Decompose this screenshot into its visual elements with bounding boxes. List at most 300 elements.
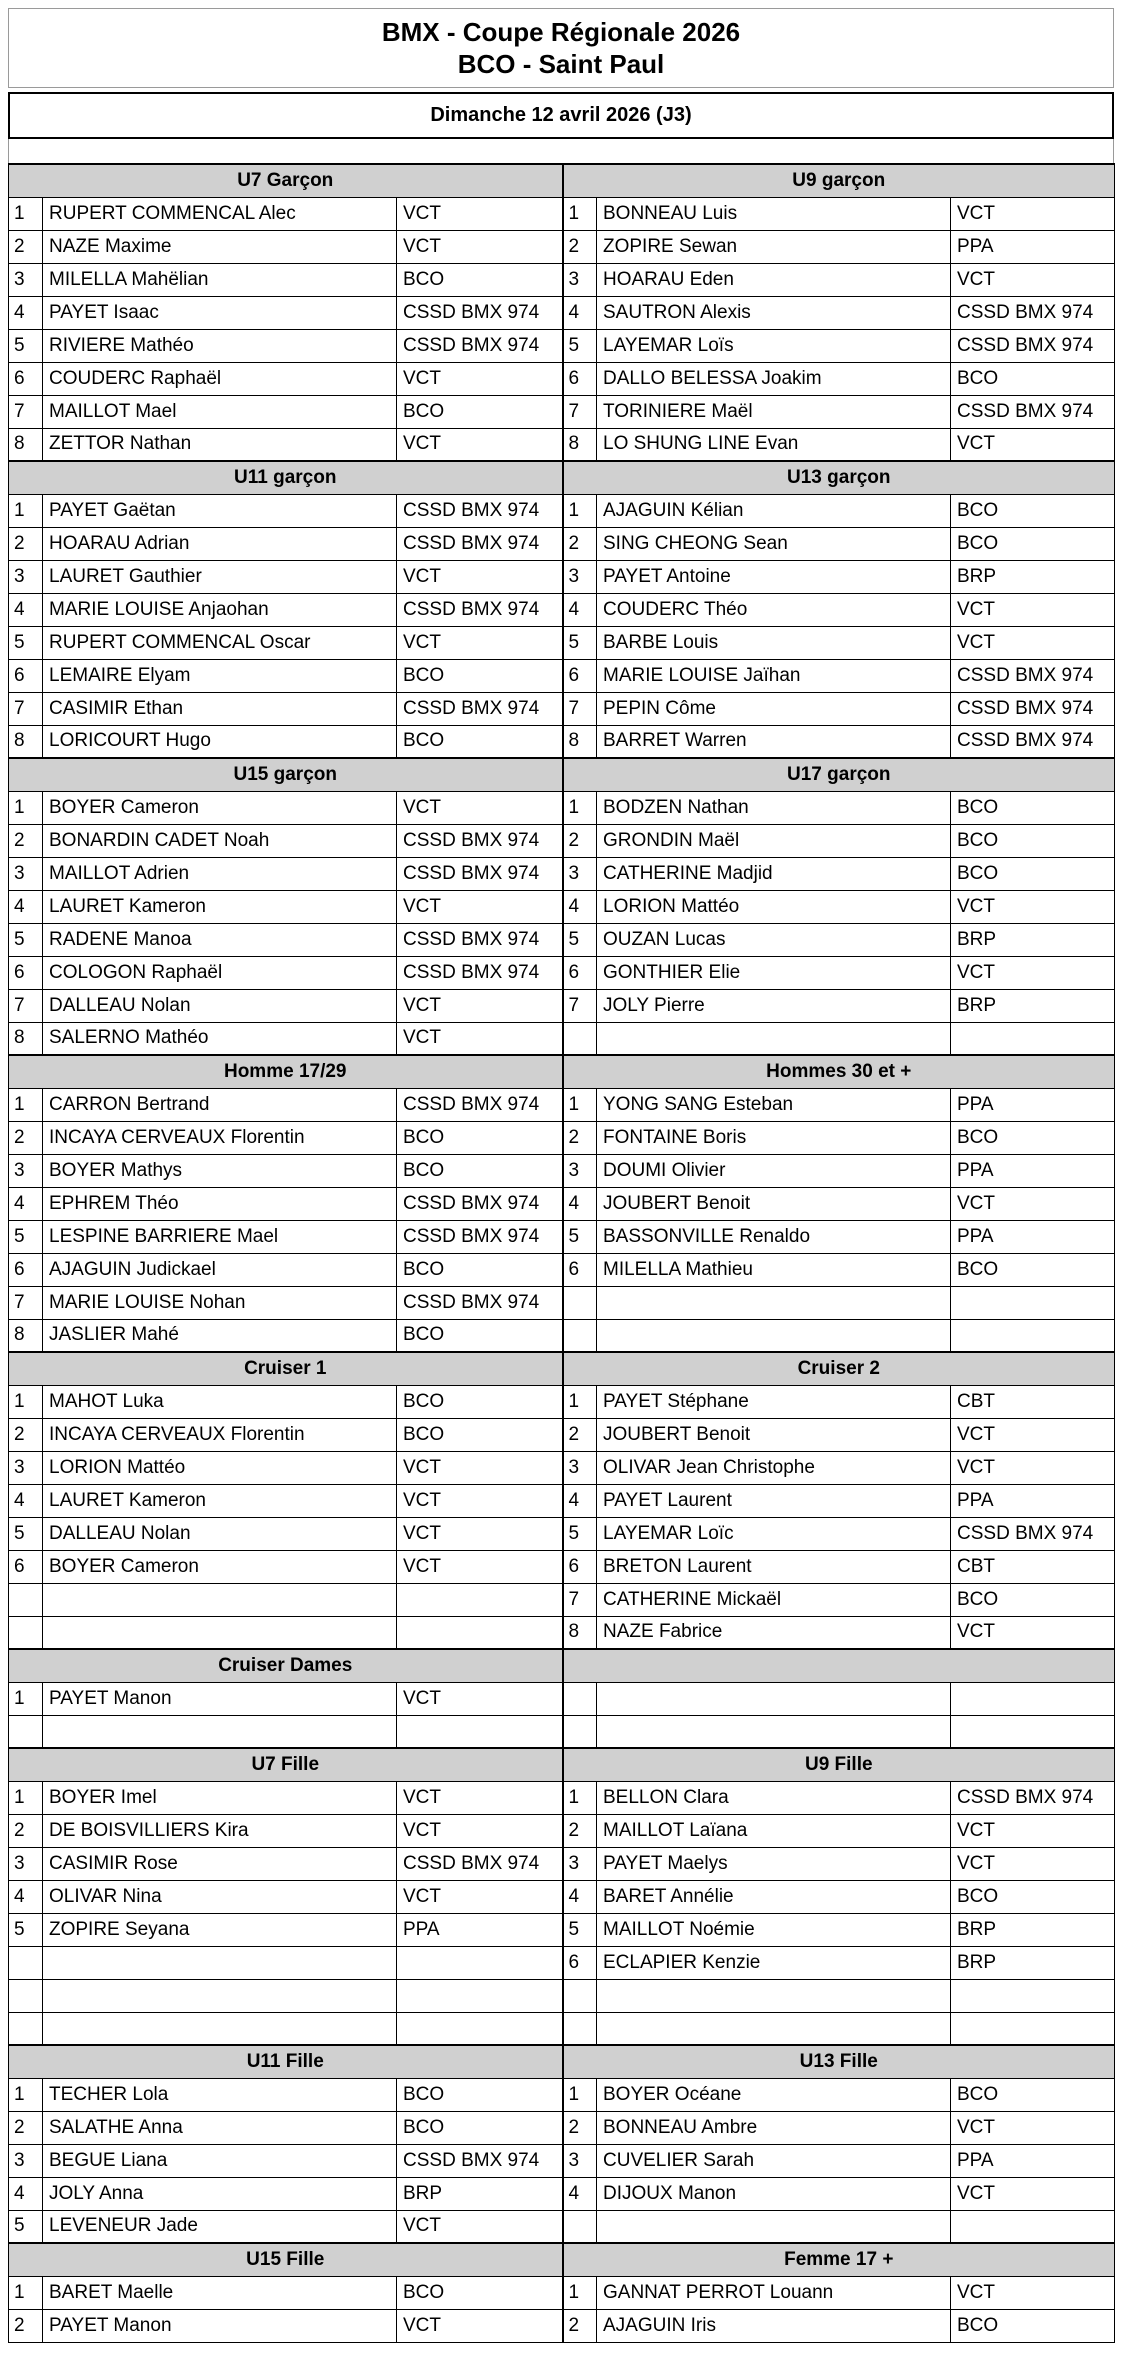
result-row: [9, 1121, 1115, 1154]
result-row: [9, 395, 1115, 428]
club-cell: VCT: [951, 1814, 1115, 1847]
rank-cell: 2: [563, 1418, 597, 1451]
rider-name-cell: AJAGUIN Kélian: [597, 494, 951, 527]
rider-name-cell: LAURET Kameron: [43, 1484, 397, 1517]
result-row: [9, 956, 1115, 989]
rider-name-cell: [43, 1616, 397, 1649]
club-cell: BCO: [397, 1253, 563, 1286]
rider-name-cell: RUPERT COMMENCAL Oscar: [43, 626, 397, 659]
category-title: U7 Garçon: [9, 164, 563, 197]
club-cell: [951, 1286, 1115, 1319]
club-cell: VCT: [397, 791, 563, 824]
category-header-row: [9, 758, 1115, 791]
rank-cell: 4: [563, 1484, 597, 1517]
rider-name-cell: TECHER Lola: [43, 2078, 397, 2111]
club-cell: VCT: [397, 1682, 563, 1715]
rank-cell: 2: [563, 2309, 597, 2342]
club-cell: [397, 1946, 563, 1979]
rank-cell: 5: [9, 2210, 43, 2243]
club-cell: VCT: [397, 1451, 563, 1484]
club-cell: BCO: [951, 1880, 1115, 1913]
rank-cell: 6: [563, 1253, 597, 1286]
result-row: [9, 494, 1115, 527]
rider-name-cell: BONNEAU Ambre: [597, 2111, 951, 2144]
rider-name-cell: CATHERINE Mickaël: [597, 1583, 951, 1616]
rider-name-cell: BOYER Imel: [43, 1781, 397, 1814]
rider-name-cell: RIVIERE Mathéo: [43, 329, 397, 362]
club-cell: VCT: [397, 1022, 563, 1055]
result-row: [9, 428, 1115, 461]
club-cell: VCT: [397, 890, 563, 923]
rank-cell: 5: [563, 626, 597, 659]
rank-cell: 8: [563, 725, 597, 758]
club-cell: CSSD BMX 974: [397, 494, 563, 527]
rider-name-cell: BOYER Mathys: [43, 1154, 397, 1187]
result-row: [9, 890, 1115, 923]
rider-name-cell: [597, 2210, 951, 2243]
rider-name-cell: NAZE Fabrice: [597, 1616, 951, 1649]
rank-cell: 3: [563, 1847, 597, 1880]
club-cell: BRP: [951, 923, 1115, 956]
rank-cell: [563, 2210, 597, 2243]
rider-name-cell: LO SHUNG LINE Evan: [597, 428, 951, 461]
rank-cell: 1: [9, 2078, 43, 2111]
club-cell: PPA: [951, 1088, 1115, 1121]
rider-name-cell: NAZE Maxime: [43, 230, 397, 263]
category-header-row: [9, 2045, 1115, 2078]
result-row: [9, 197, 1115, 230]
club-cell: VCT: [397, 1781, 563, 1814]
category-title: U13 garçon: [563, 461, 1115, 494]
category-title: U11 Fille: [9, 2045, 563, 2078]
rider-name-cell: FONTAINE Boris: [597, 1121, 951, 1154]
rider-name-cell: BASSONVILLE Renaldo: [597, 1220, 951, 1253]
result-row: [9, 1517, 1115, 1550]
rank-cell: 4: [9, 1880, 43, 1913]
rank-cell: 1: [563, 791, 597, 824]
club-cell: BCO: [397, 395, 563, 428]
rank-cell: 1: [563, 1385, 597, 1418]
rank-cell: [9, 1946, 43, 1979]
rank-cell: 3: [563, 263, 597, 296]
club-cell: VCT: [951, 626, 1115, 659]
event-venue: BCO - Saint Paul: [457, 49, 665, 79]
rider-name-cell: DOUMI Olivier: [597, 1154, 951, 1187]
rider-name-cell: JOUBERT Benoit: [597, 1418, 951, 1451]
rider-name-cell: EPHREM Théo: [43, 1187, 397, 1220]
rider-name-cell: GRONDIN Maël: [597, 824, 951, 857]
result-row: [9, 263, 1115, 296]
result-row: [9, 2177, 1115, 2210]
club-cell: CSSD BMX 974: [397, 593, 563, 626]
club-cell: CSSD BMX 974: [397, 923, 563, 956]
rider-name-cell: OUZAN Lucas: [597, 923, 951, 956]
club-cell: VCT: [397, 2309, 563, 2342]
rank-cell: 6: [9, 1550, 43, 1583]
club-cell: CSSD BMX 974: [397, 329, 563, 362]
rider-name-cell: [597, 1022, 951, 1055]
rank-cell: 1: [9, 2276, 43, 2309]
rank-cell: 7: [563, 1583, 597, 1616]
club-cell: [951, 2210, 1115, 2243]
club-cell: VCT: [951, 2177, 1115, 2210]
result-row: [9, 1616, 1115, 1649]
club-cell: [951, 1319, 1115, 1352]
rider-name-cell: MAILLOT Adrien: [43, 857, 397, 890]
rank-cell: 3: [9, 857, 43, 890]
result-row: [9, 1220, 1115, 1253]
club-cell: VCT: [397, 1880, 563, 1913]
category-header-row: [9, 1748, 1115, 1781]
rank-cell: 2: [9, 2309, 43, 2342]
category-header-row: [9, 2243, 1115, 2276]
rider-name-cell: [597, 1319, 951, 1352]
result-row: [9, 1484, 1115, 1517]
rank-cell: 2: [9, 1814, 43, 1847]
rider-name-cell: LESPINE BARRIERE Mael: [43, 1220, 397, 1253]
result-row: [9, 1814, 1115, 1847]
rank-cell: 1: [9, 1385, 43, 1418]
club-cell: CBT: [951, 1550, 1115, 1583]
rider-name-cell: DALLEAU Nolan: [43, 989, 397, 1022]
result-row: [9, 1880, 1115, 1913]
club-cell: PPA: [951, 2144, 1115, 2177]
club-cell: [951, 1715, 1115, 1748]
result-row: [9, 1583, 1115, 1616]
rank-cell: 1: [563, 1781, 597, 1814]
rider-name-cell: DIJOUX Manon: [597, 2177, 951, 2210]
club-cell: CSSD BMX 974: [397, 1286, 563, 1319]
event-title: BMX - Coupe Régionale 2026: [381, 17, 741, 47]
result-row: [9, 1286, 1115, 1319]
rank-cell: 6: [563, 362, 597, 395]
category-header-row: [9, 1352, 1115, 1385]
result-row: [9, 659, 1115, 692]
rank-cell: 4: [9, 1484, 43, 1517]
club-cell: VCT: [397, 560, 563, 593]
category-title: [563, 1649, 1115, 1682]
club-cell: CSSD BMX 974: [951, 329, 1115, 362]
rider-name-cell: BOYER Cameron: [43, 791, 397, 824]
category-title: Cruiser 2: [563, 1352, 1115, 1385]
club-cell: BCO: [951, 1253, 1115, 1286]
rank-cell: 2: [9, 824, 43, 857]
club-cell: VCT: [951, 1187, 1115, 1220]
rider-name-cell: CATHERINE Madjid: [597, 857, 951, 890]
rider-name-cell: HOARAU Eden: [597, 263, 951, 296]
rider-name-cell: PAYET Isaac: [43, 296, 397, 329]
rank-cell: 4: [563, 2177, 597, 2210]
rank-cell: 6: [9, 956, 43, 989]
rider-name-cell: RADENE Manoa: [43, 923, 397, 956]
result-row: [9, 2309, 1115, 2342]
rank-cell: 6: [563, 659, 597, 692]
club-cell: [951, 1022, 1115, 1055]
club-cell: VCT: [397, 1550, 563, 1583]
rank-cell: 6: [563, 956, 597, 989]
club-cell: VCT: [397, 2210, 563, 2243]
rank-cell: 4: [563, 1880, 597, 1913]
rider-name-cell: MARIE LOUISE Jaïhan: [597, 659, 951, 692]
club-cell: BCO: [951, 1121, 1115, 1154]
rider-name-cell: MAILLOT Mael: [43, 395, 397, 428]
club-cell: VCT: [951, 956, 1115, 989]
rank-cell: [9, 1715, 43, 1748]
result-row: [9, 1847, 1115, 1880]
rider-name-cell: [597, 1979, 951, 2012]
rider-name-cell: INCAYA CERVEAUX Florentin: [43, 1121, 397, 1154]
rank-cell: 8: [9, 428, 43, 461]
rank-cell: 6: [563, 1946, 597, 1979]
rider-name-cell: SAUTRON Alexis: [597, 296, 951, 329]
rank-cell: 1: [563, 1088, 597, 1121]
rank-cell: 5: [9, 329, 43, 362]
rider-name-cell: COUDERC Théo: [597, 593, 951, 626]
rank-cell: [563, 1715, 597, 1748]
club-cell: BCO: [951, 791, 1115, 824]
result-row: [9, 2144, 1115, 2177]
result-row: [9, 560, 1115, 593]
rank-cell: 7: [563, 692, 597, 725]
club-cell: BCO: [951, 2309, 1115, 2342]
rank-cell: 1: [9, 1682, 43, 1715]
category-title: U17 garçon: [563, 758, 1115, 791]
club-cell: VCT: [951, 2111, 1115, 2144]
rider-name-cell: LORION Mattéo: [43, 1451, 397, 1484]
rider-name-cell: [597, 1286, 951, 1319]
club-cell: BCO: [951, 824, 1115, 857]
club-cell: BCO: [951, 362, 1115, 395]
club-cell: VCT: [951, 1451, 1115, 1484]
rider-name-cell: AJAGUIN Judickael: [43, 1253, 397, 1286]
rider-name-cell: TORINIERE Maël: [597, 395, 951, 428]
rank-cell: 7: [9, 989, 43, 1022]
rider-name-cell: ZETTOR Nathan: [43, 428, 397, 461]
result-row: [9, 989, 1115, 1022]
rider-name-cell: LAURET Gauthier: [43, 560, 397, 593]
rank-cell: 3: [563, 1154, 597, 1187]
rider-name-cell: LEMAIRE Elyam: [43, 659, 397, 692]
rank-cell: 5: [563, 1913, 597, 1946]
rank-cell: [563, 1979, 597, 2012]
club-cell: CSSD BMX 974: [397, 824, 563, 857]
result-row: [9, 2078, 1115, 2111]
rider-name-cell: BOYER Océane: [597, 2078, 951, 2111]
event-date: Dimanche 12 avril 2026 (J3): [8, 92, 1114, 139]
result-row: [9, 1715, 1115, 1748]
rank-cell: 1: [563, 197, 597, 230]
result-row: [9, 1682, 1115, 1715]
category-title: Cruiser 1: [9, 1352, 563, 1385]
rider-name-cell: INCAYA CERVEAUX Florentin: [43, 1418, 397, 1451]
rider-name-cell: SALATHE Anna: [43, 2111, 397, 2144]
club-cell: [951, 1682, 1115, 1715]
rider-name-cell: PAYET Maelys: [597, 1847, 951, 1880]
rank-cell: 1: [9, 494, 43, 527]
rider-name-cell: OLIVAR Nina: [43, 1880, 397, 1913]
rider-name-cell: COLOGON Raphaël: [43, 956, 397, 989]
rank-cell: 8: [9, 1022, 43, 1055]
club-cell: BCO: [397, 659, 563, 692]
rank-cell: 4: [9, 1187, 43, 1220]
result-row: [9, 1979, 1115, 2012]
spacer-row: [8, 139, 1114, 163]
rider-name-cell: PAYET Stéphane: [597, 1385, 951, 1418]
club-cell: BCO: [397, 2078, 563, 2111]
rank-cell: [563, 1682, 597, 1715]
rider-name-cell: AJAGUIN Iris: [597, 2309, 951, 2342]
rider-name-cell: BELLON Clara: [597, 1781, 951, 1814]
club-cell: BCO: [397, 2276, 563, 2309]
rank-cell: 5: [563, 1220, 597, 1253]
rider-name-cell: LAYEMAR Loïs: [597, 329, 951, 362]
category-header-row: [9, 1649, 1115, 1682]
rank-cell: [9, 1616, 43, 1649]
rank-cell: 6: [563, 1550, 597, 1583]
rider-name-cell: JASLIER Mahé: [43, 1319, 397, 1352]
rank-cell: 2: [9, 2111, 43, 2144]
rank-cell: 5: [9, 1220, 43, 1253]
club-cell: CSSD BMX 974: [397, 857, 563, 890]
rider-name-cell: [43, 1946, 397, 1979]
club-cell: BRP: [951, 1913, 1115, 1946]
club-cell: CSSD BMX 974: [397, 1088, 563, 1121]
result-row: [9, 593, 1115, 626]
rider-name-cell: LORION Mattéo: [597, 890, 951, 923]
club-cell: CSSD BMX 974: [951, 692, 1115, 725]
rider-name-cell: MAILLOT Noémie: [597, 1913, 951, 1946]
result-row: [9, 230, 1115, 263]
rider-name-cell: MARIE LOUISE Nohan: [43, 1286, 397, 1319]
rank-cell: 2: [563, 527, 597, 560]
club-cell: VCT: [951, 263, 1115, 296]
rank-cell: 3: [9, 263, 43, 296]
category-title: U9 Fille: [563, 1748, 1115, 1781]
club-cell: CBT: [951, 1385, 1115, 1418]
rider-name-cell: MAILLOT Laïana: [597, 1814, 951, 1847]
result-row: [9, 2210, 1115, 2243]
rider-name-cell: CARRON Bertrand: [43, 1088, 397, 1121]
club-cell: VCT: [951, 593, 1115, 626]
rank-cell: 3: [9, 1451, 43, 1484]
rank-cell: 3: [563, 560, 597, 593]
rank-cell: 5: [9, 626, 43, 659]
rider-name-cell: PAYET Manon: [43, 1682, 397, 1715]
rank-cell: [563, 2012, 597, 2045]
rank-cell: 6: [9, 362, 43, 395]
club-cell: VCT: [397, 230, 563, 263]
rank-cell: 7: [9, 395, 43, 428]
rider-name-cell: CUVELIER Sarah: [597, 2144, 951, 2177]
rider-name-cell: [597, 2012, 951, 2045]
rank-cell: 5: [9, 923, 43, 956]
results-table: [8, 163, 1115, 2343]
club-cell: VCT: [951, 1418, 1115, 1451]
rank-cell: 4: [9, 593, 43, 626]
rank-cell: 5: [563, 923, 597, 956]
rider-name-cell: BARBE Louis: [597, 626, 951, 659]
rank-cell: 2: [9, 527, 43, 560]
club-cell: BCO: [397, 1418, 563, 1451]
rider-name-cell: ECLAPIER Kenzie: [597, 1946, 951, 1979]
rank-cell: 3: [9, 2144, 43, 2177]
club-cell: BCO: [951, 494, 1115, 527]
result-row: [9, 1253, 1115, 1286]
result-row: [9, 1187, 1115, 1220]
club-cell: [397, 1583, 563, 1616]
rank-cell: 3: [563, 857, 597, 890]
rank-cell: 3: [563, 2144, 597, 2177]
rider-name-cell: HOARAU Adrian: [43, 527, 397, 560]
rider-name-cell: LAURET Kameron: [43, 890, 397, 923]
rank-cell: 5: [9, 1517, 43, 1550]
rider-name-cell: LEVENEUR Jade: [43, 2210, 397, 2243]
rider-name-cell: PAYET Manon: [43, 2309, 397, 2342]
rider-name-cell: BARET Maelle: [43, 2276, 397, 2309]
rank-cell: [563, 1319, 597, 1352]
rank-cell: 4: [9, 2177, 43, 2210]
rank-cell: 4: [9, 890, 43, 923]
rider-name-cell: ZOPIRE Sewan: [597, 230, 951, 263]
category-header-row: [9, 164, 1115, 197]
result-row: [9, 1451, 1115, 1484]
rank-cell: 1: [563, 2078, 597, 2111]
result-row: [9, 1418, 1115, 1451]
rider-name-cell: PEPIN Côme: [597, 692, 951, 725]
club-cell: BRP: [397, 2177, 563, 2210]
rider-name-cell: BARRET Warren: [597, 725, 951, 758]
club-cell: BRP: [951, 1946, 1115, 1979]
club-cell: VCT: [397, 626, 563, 659]
rank-cell: 5: [9, 1913, 43, 1946]
rider-name-cell: MILELLA Mahëlian: [43, 263, 397, 296]
club-cell: BCO: [397, 725, 563, 758]
result-row: [9, 296, 1115, 329]
rider-name-cell: CASIMIR Ethan: [43, 692, 397, 725]
club-cell: CSSD BMX 974: [951, 296, 1115, 329]
category-title: Femme 17 +: [563, 2243, 1115, 2276]
rank-cell: 3: [9, 560, 43, 593]
club-cell: BRP: [951, 989, 1115, 1022]
result-row: [9, 857, 1115, 890]
club-cell: BCO: [397, 1385, 563, 1418]
category-title: U15 Fille: [9, 2243, 563, 2276]
club-cell: VCT: [397, 1814, 563, 1847]
result-row: [9, 923, 1115, 956]
rank-cell: 1: [9, 1088, 43, 1121]
rider-name-cell: [43, 1583, 397, 1616]
rank-cell: 1: [9, 1781, 43, 1814]
club-cell: PPA: [951, 1220, 1115, 1253]
rider-name-cell: SING CHEONG Sean: [597, 527, 951, 560]
club-cell: [951, 2012, 1115, 2045]
result-row: [9, 725, 1115, 758]
category-header-row: [9, 461, 1115, 494]
rider-name-cell: BRETON Laurent: [597, 1550, 951, 1583]
rank-cell: 1: [9, 791, 43, 824]
result-row: [9, 2276, 1115, 2309]
rank-cell: 8: [563, 1616, 597, 1649]
rider-name-cell: [597, 1682, 951, 1715]
club-cell: CSSD BMX 974: [397, 1187, 563, 1220]
rank-cell: 2: [563, 230, 597, 263]
rank-cell: 7: [9, 692, 43, 725]
rank-cell: 7: [9, 1286, 43, 1319]
club-cell: CSSD BMX 974: [397, 1847, 563, 1880]
rank-cell: 2: [563, 1121, 597, 1154]
result-row: [9, 1781, 1115, 1814]
club-cell: VCT: [397, 197, 563, 230]
